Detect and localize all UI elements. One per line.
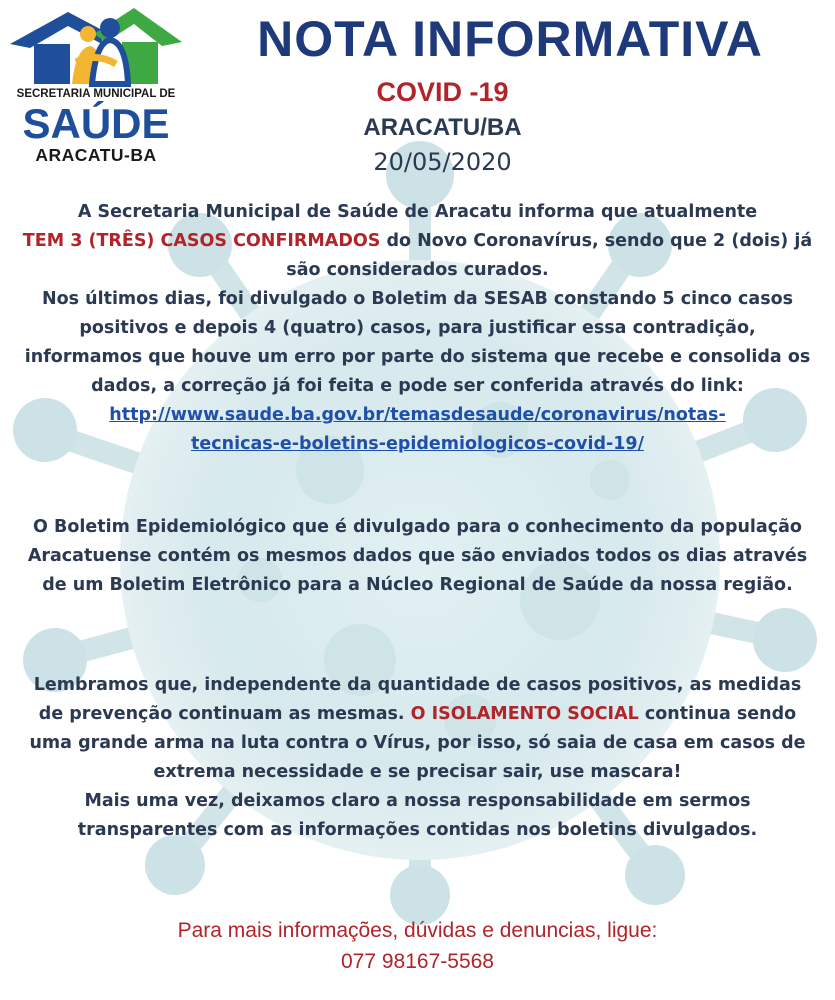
paragraph-boletim: O Boletim Epidemiológico que é divulgado para o conhecimento da população Aracatuense contém os mesmos dados que são enviados todos os dias através de um Boletim Eletrônico para a Núcleo Regional de Saúde da nossa região. xyxy=(27,517,808,595)
sesab-link-line1[interactable]: http://www.saude.ba.gov.br/temasdesaude/coronavirus/notas- xyxy=(109,405,726,425)
paragraph-prevention xyxy=(20,671,815,845)
logo-text-city: ARACATU-BA xyxy=(35,145,157,165)
house-family-icon xyxy=(6,4,186,88)
logo-text-secretaria: SECRETARIA MUNICIPAL DE xyxy=(16,88,176,100)
footer-phone-number: 077 98167-5568 xyxy=(341,950,494,973)
confirmed-cases-highlight: TEM 3 (TRÊS) CASOS CONFIRMADOS xyxy=(22,231,381,251)
paragraph-cases-intro: A Secretaria Municipal de Saúde de Aracatu informa que atualmente xyxy=(77,202,758,222)
paragraph-cases xyxy=(20,198,815,459)
paragraph-prevention-intro: Lembramos que, independente da quantidade de casos positivos, as medidas de prevenção continuam as mesmas. xyxy=(33,675,802,724)
logo-text-saude: SAÚDE xyxy=(22,100,170,147)
sesab-link-line2[interactable]: tecnicas-e-boletins-epidemiologicos-covid-19/ xyxy=(191,434,644,454)
paragraph-transparency: Mais uma vez, deixamos claro a nossa responsabilidade em sermos transparentes com as informações contidas nos boletins divulgados. xyxy=(77,791,758,840)
paragraph-sesab: Nos últimos dias, foi divulgado o Boletim da SESAB constando 5 cinco casos positivos e depois 4 (quatro) casos, para justificar essa contradição, informamos que houve um erro por parte do sistema que recebe e consolida os dados, a correção já foi feita e pode ser conferida através do link: xyxy=(24,289,811,396)
isolation-highlight: O ISOLAMENTO SOCIAL xyxy=(410,704,639,724)
page-subtitle: COVID -19 xyxy=(376,77,509,107)
page-title: NOTA INFORMATIVA xyxy=(257,11,763,67)
paragraph-prevention-continuation: continua sendo uma grande arma na luta contra o Vírus, por isso, só saia de casa em casos de extrema necessidade e se precisar sair, use mascara! xyxy=(29,704,806,782)
city-label: ARACATU/BA xyxy=(363,114,522,141)
footer-info-text: Para mais informações, dúvidas e denuncias, ligue: xyxy=(177,919,658,942)
paragraph-cases-continuation: do Novo Coronavírus, sendo que 2 (dois) já são considerados curados. xyxy=(286,231,813,280)
date-label: 20/05/2020 xyxy=(373,148,512,176)
